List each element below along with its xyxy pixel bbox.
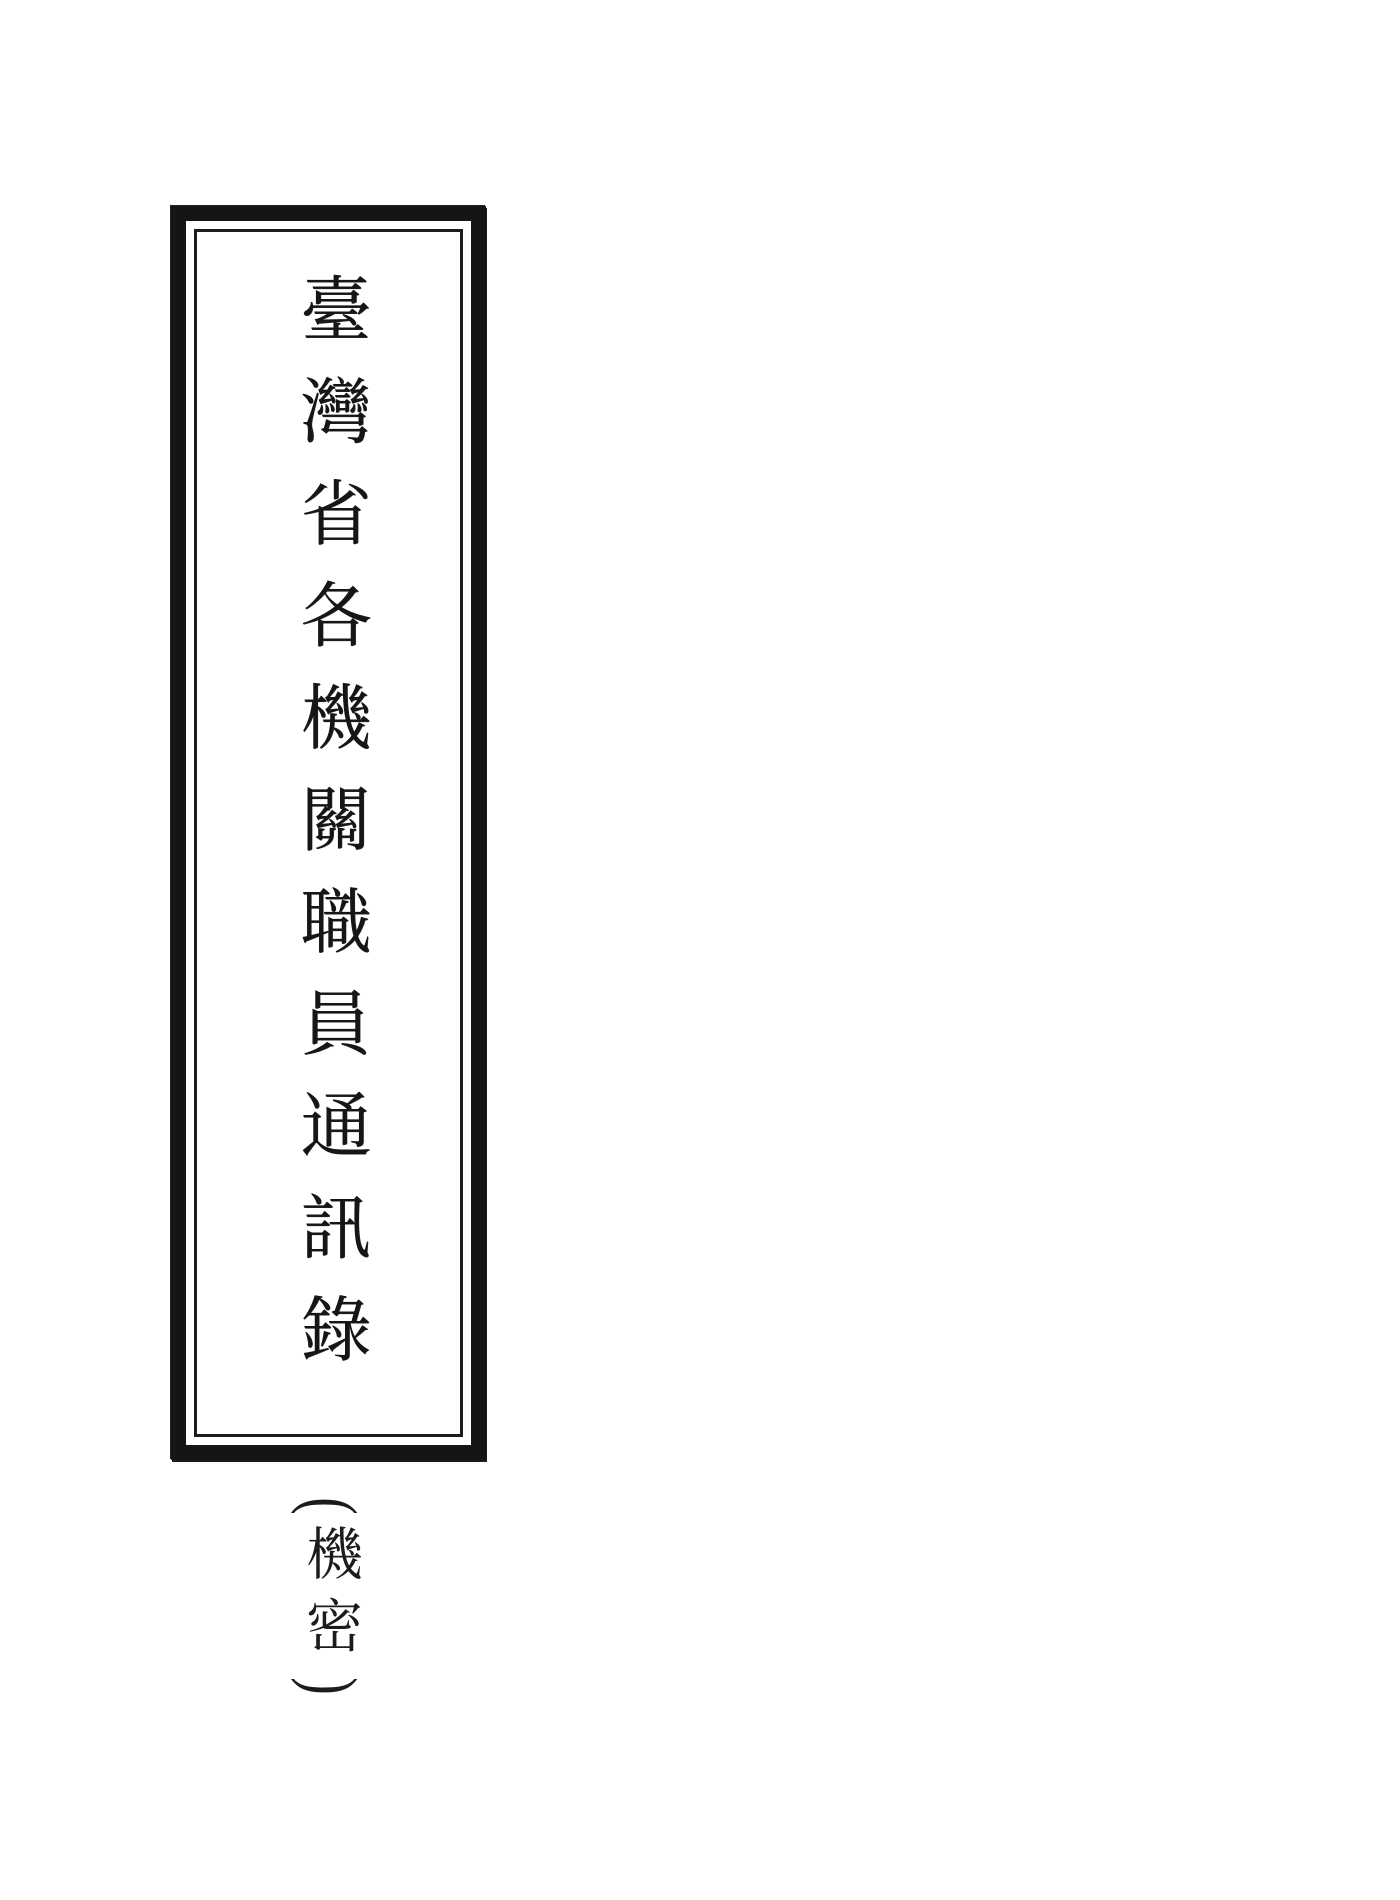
confidential-marking <box>286 1492 372 1700</box>
close-parenthesis: ) <box>289 1677 370 1695</box>
title-frame-border <box>171 206 486 1460</box>
title-frame-inner-line <box>194 229 463 1437</box>
book-title: 臺灣省各機關職員通訊錄 <box>290 272 368 1394</box>
open-parenthesis: ( <box>289 1497 370 1515</box>
confidential-label: 機密 <box>297 1524 361 1668</box>
